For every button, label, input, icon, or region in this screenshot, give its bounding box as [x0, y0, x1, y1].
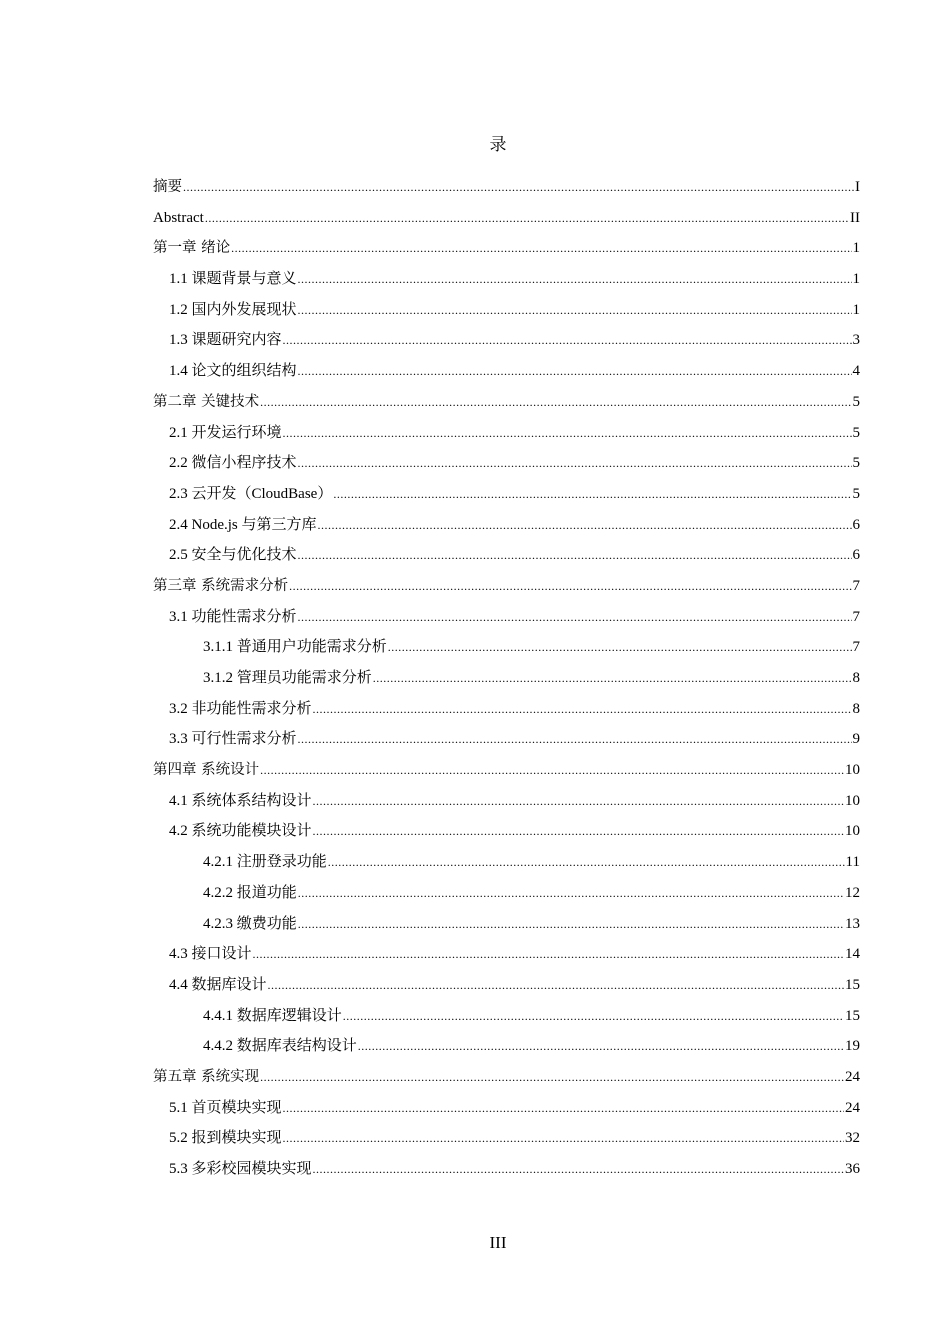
toc-title: 录 — [489, 135, 507, 154]
toc-entry[interactable] — [153, 728, 860, 759]
toc-entry-text: 4.2.1 注册登录功能 — [203, 854, 327, 871]
toc-entry[interactable] — [153, 667, 860, 698]
dot-leader — [298, 268, 852, 290]
toc-entry-text: 4.2.2 报道功能 — [203, 884, 297, 901]
toc-page-number: 36 — [845, 1161, 860, 1177]
dot-leader — [333, 483, 851, 505]
toc-entry[interactable] — [153, 1005, 860, 1036]
toc-entry[interactable] — [153, 1066, 860, 1097]
toc-entry-text: 5.1 首页模块实现 — [169, 1099, 282, 1116]
toc-entry[interactable] — [153, 575, 860, 606]
toc-entry[interactable] — [153, 483, 860, 514]
toc-entry[interactable] — [153, 606, 860, 637]
table-of-contents — [153, 176, 860, 1189]
toc-page-number: 13 — [845, 915, 860, 932]
toc-page-number: 1 — [852, 271, 860, 288]
toc-entry-text: 第二章 关键技术 — [153, 393, 260, 410]
toc-entry-text: 2.4 Node.js 与第三方库 — [169, 516, 317, 533]
toc-entry[interactable] — [153, 974, 860, 1005]
toc-page-number: 11 — [845, 854, 860, 871]
dot-leader — [205, 207, 849, 229]
toc-entry-text: 4.2.3 缴费功能 — [203, 915, 297, 932]
dot-leader — [260, 391, 851, 413]
toc-entry[interactable] — [153, 1127, 860, 1158]
toc-page-number: I — [855, 179, 860, 195]
toc-entry[interactable] — [153, 882, 860, 913]
toc-entry[interactable] — [153, 759, 860, 790]
toc-page-number: 15 — [845, 1007, 860, 1024]
toc-page-number: 7 — [852, 577, 860, 594]
dot-leader — [358, 1035, 844, 1057]
page-number-footer: III — [489, 1233, 507, 1252]
toc-entry-text: 第四章 系统设计 — [153, 762, 260, 779]
toc-entry-text: 3.3 可行性需求分析 — [169, 731, 297, 748]
toc-entry[interactable] — [153, 514, 860, 545]
toc-entry-text: 第五章 系统实现 — [153, 1068, 260, 1085]
toc-page-number: 8 — [852, 670, 860, 686]
toc-page-number: 32 — [845, 1130, 860, 1147]
dot-leader — [373, 667, 852, 689]
toc-page-number: 9 — [852, 731, 860, 748]
toc-entry[interactable] — [153, 452, 860, 483]
toc-entry-text: 4.4.1 数据库逻辑设计 — [203, 1007, 342, 1024]
dot-leader — [313, 790, 844, 812]
toc-entry[interactable] — [153, 913, 860, 944]
toc-entry[interactable] — [153, 544, 860, 575]
toc-entry-text: 摘要 — [153, 179, 182, 195]
toc-entry-text: 4.3 接口设计 — [169, 946, 252, 963]
toc-page-number: 6 — [852, 516, 860, 533]
toc-entry[interactable] — [153, 851, 860, 882]
toc-page-number: 24 — [845, 1099, 860, 1116]
toc-page-number: 5 — [852, 393, 860, 410]
dot-leader — [318, 514, 852, 536]
dot-leader — [283, 1097, 844, 1119]
toc-entry-text: 4.1 系统体系结构设计 — [169, 792, 312, 809]
toc-entry[interactable] — [153, 391, 860, 422]
toc-entry-text: 1.4 论文的组织结构 — [169, 363, 297, 380]
toc-entry[interactable] — [153, 698, 860, 729]
toc-entry-text: 1.2 国内外发展现状 — [169, 301, 297, 318]
dot-leader — [298, 360, 852, 382]
toc-page-number: 7 — [852, 608, 860, 625]
toc-entry[interactable] — [153, 329, 860, 360]
dot-leader — [343, 1005, 844, 1027]
toc-entry-text: Abstract — [153, 209, 204, 226]
toc-entry-text: 3.1.1 普通用户功能需求分析 — [203, 639, 387, 656]
toc-entry[interactable] — [153, 943, 860, 974]
dot-leader — [289, 575, 851, 597]
toc-entry[interactable] — [153, 237, 860, 268]
toc-entry-text: 第三章 系统需求分析 — [153, 577, 289, 594]
toc-entry-text: 2.2 微信小程序技术 — [169, 455, 297, 472]
toc-entry-text: 第一章 绪论 — [153, 240, 231, 257]
toc-page-number: 7 — [852, 639, 860, 656]
toc-page-number: 12 — [845, 884, 860, 901]
dot-leader — [260, 759, 844, 781]
toc-entry[interactable] — [153, 790, 860, 821]
toc-entry[interactable] — [153, 207, 860, 238]
toc-entry-text: 2.1 开发运行环境 — [169, 424, 282, 441]
dot-leader — [328, 851, 845, 873]
toc-entry[interactable] — [153, 636, 860, 667]
toc-page-number: 14 — [845, 946, 860, 963]
toc-page-number: 5 — [852, 424, 860, 441]
toc-entry[interactable] — [153, 1158, 860, 1189]
toc-entry-text: 5.3 多彩校园模块实现 — [169, 1161, 312, 1177]
dot-leader — [388, 636, 852, 658]
dot-leader — [298, 299, 852, 321]
toc-entry-text: 4.4 数据库设计 — [169, 976, 267, 993]
toc-page-number: 5 — [852, 485, 860, 502]
toc-entry-text: 2.5 安全与优化技术 — [169, 547, 297, 564]
dot-leader — [253, 943, 844, 965]
dot-leader — [298, 913, 844, 935]
toc-entry-text: 5.2 报到模块实现 — [169, 1130, 282, 1147]
dot-leader — [313, 1158, 844, 1180]
toc-entry-text: 1.1 课题背景与意义 — [169, 271, 297, 288]
toc-entry[interactable] — [153, 176, 860, 207]
toc-entry[interactable] — [153, 1097, 860, 1128]
dot-leader — [313, 698, 852, 720]
dot-leader — [283, 1127, 844, 1149]
dot-leader — [298, 882, 844, 904]
dot-leader — [283, 329, 852, 351]
toc-page-number: 15 — [845, 976, 860, 993]
toc-entry[interactable] — [153, 360, 860, 391]
toc-entry[interactable] — [153, 299, 860, 330]
toc-page-number: 24 — [845, 1068, 860, 1085]
toc-page-number: 10 — [845, 762, 860, 779]
dot-leader — [298, 544, 852, 566]
dot-leader — [298, 728, 852, 750]
toc-entry-text: 4.4.2 数据库表结构设计 — [203, 1038, 357, 1055]
toc-entry[interactable] — [153, 422, 860, 453]
toc-page-number: II — [850, 209, 860, 226]
toc-page-number: 3 — [852, 332, 860, 349]
toc-entry-text: 3.1 功能性需求分析 — [169, 608, 297, 625]
toc-page-number: 8 — [852, 700, 860, 717]
toc-page-number: 1 — [852, 240, 860, 257]
toc-entry-text: 2.3 云开发（CloudBase） — [169, 485, 333, 502]
toc-page-number: 4 — [852, 363, 860, 380]
toc-entry[interactable] — [153, 820, 860, 851]
toc-page-number: 5 — [852, 455, 860, 472]
toc-entry[interactable] — [153, 268, 860, 299]
dot-leader — [183, 176, 854, 198]
dot-leader — [283, 422, 852, 444]
toc-page-number: 10 — [845, 823, 860, 840]
toc-entry-text: 1.3 课题研究内容 — [169, 332, 282, 349]
toc-entry-text: 3.1.2 管理员功能需求分析 — [203, 670, 372, 686]
toc-entry-text: 3.2 非功能性需求分析 — [169, 700, 312, 717]
toc-page-number: 10 — [845, 792, 860, 809]
toc-entry-text: 4.2 系统功能模块设计 — [169, 823, 312, 840]
dot-leader — [298, 452, 852, 474]
toc-page-number: 19 — [845, 1038, 860, 1055]
dot-leader — [231, 237, 851, 259]
dot-leader — [313, 820, 844, 842]
dot-leader — [298, 606, 852, 628]
toc-page-number: 1 — [852, 301, 860, 318]
toc-entry[interactable] — [153, 1035, 860, 1066]
toc-page-number: 6 — [852, 547, 860, 564]
dot-leader — [260, 1066, 844, 1088]
dot-leader — [268, 974, 844, 996]
